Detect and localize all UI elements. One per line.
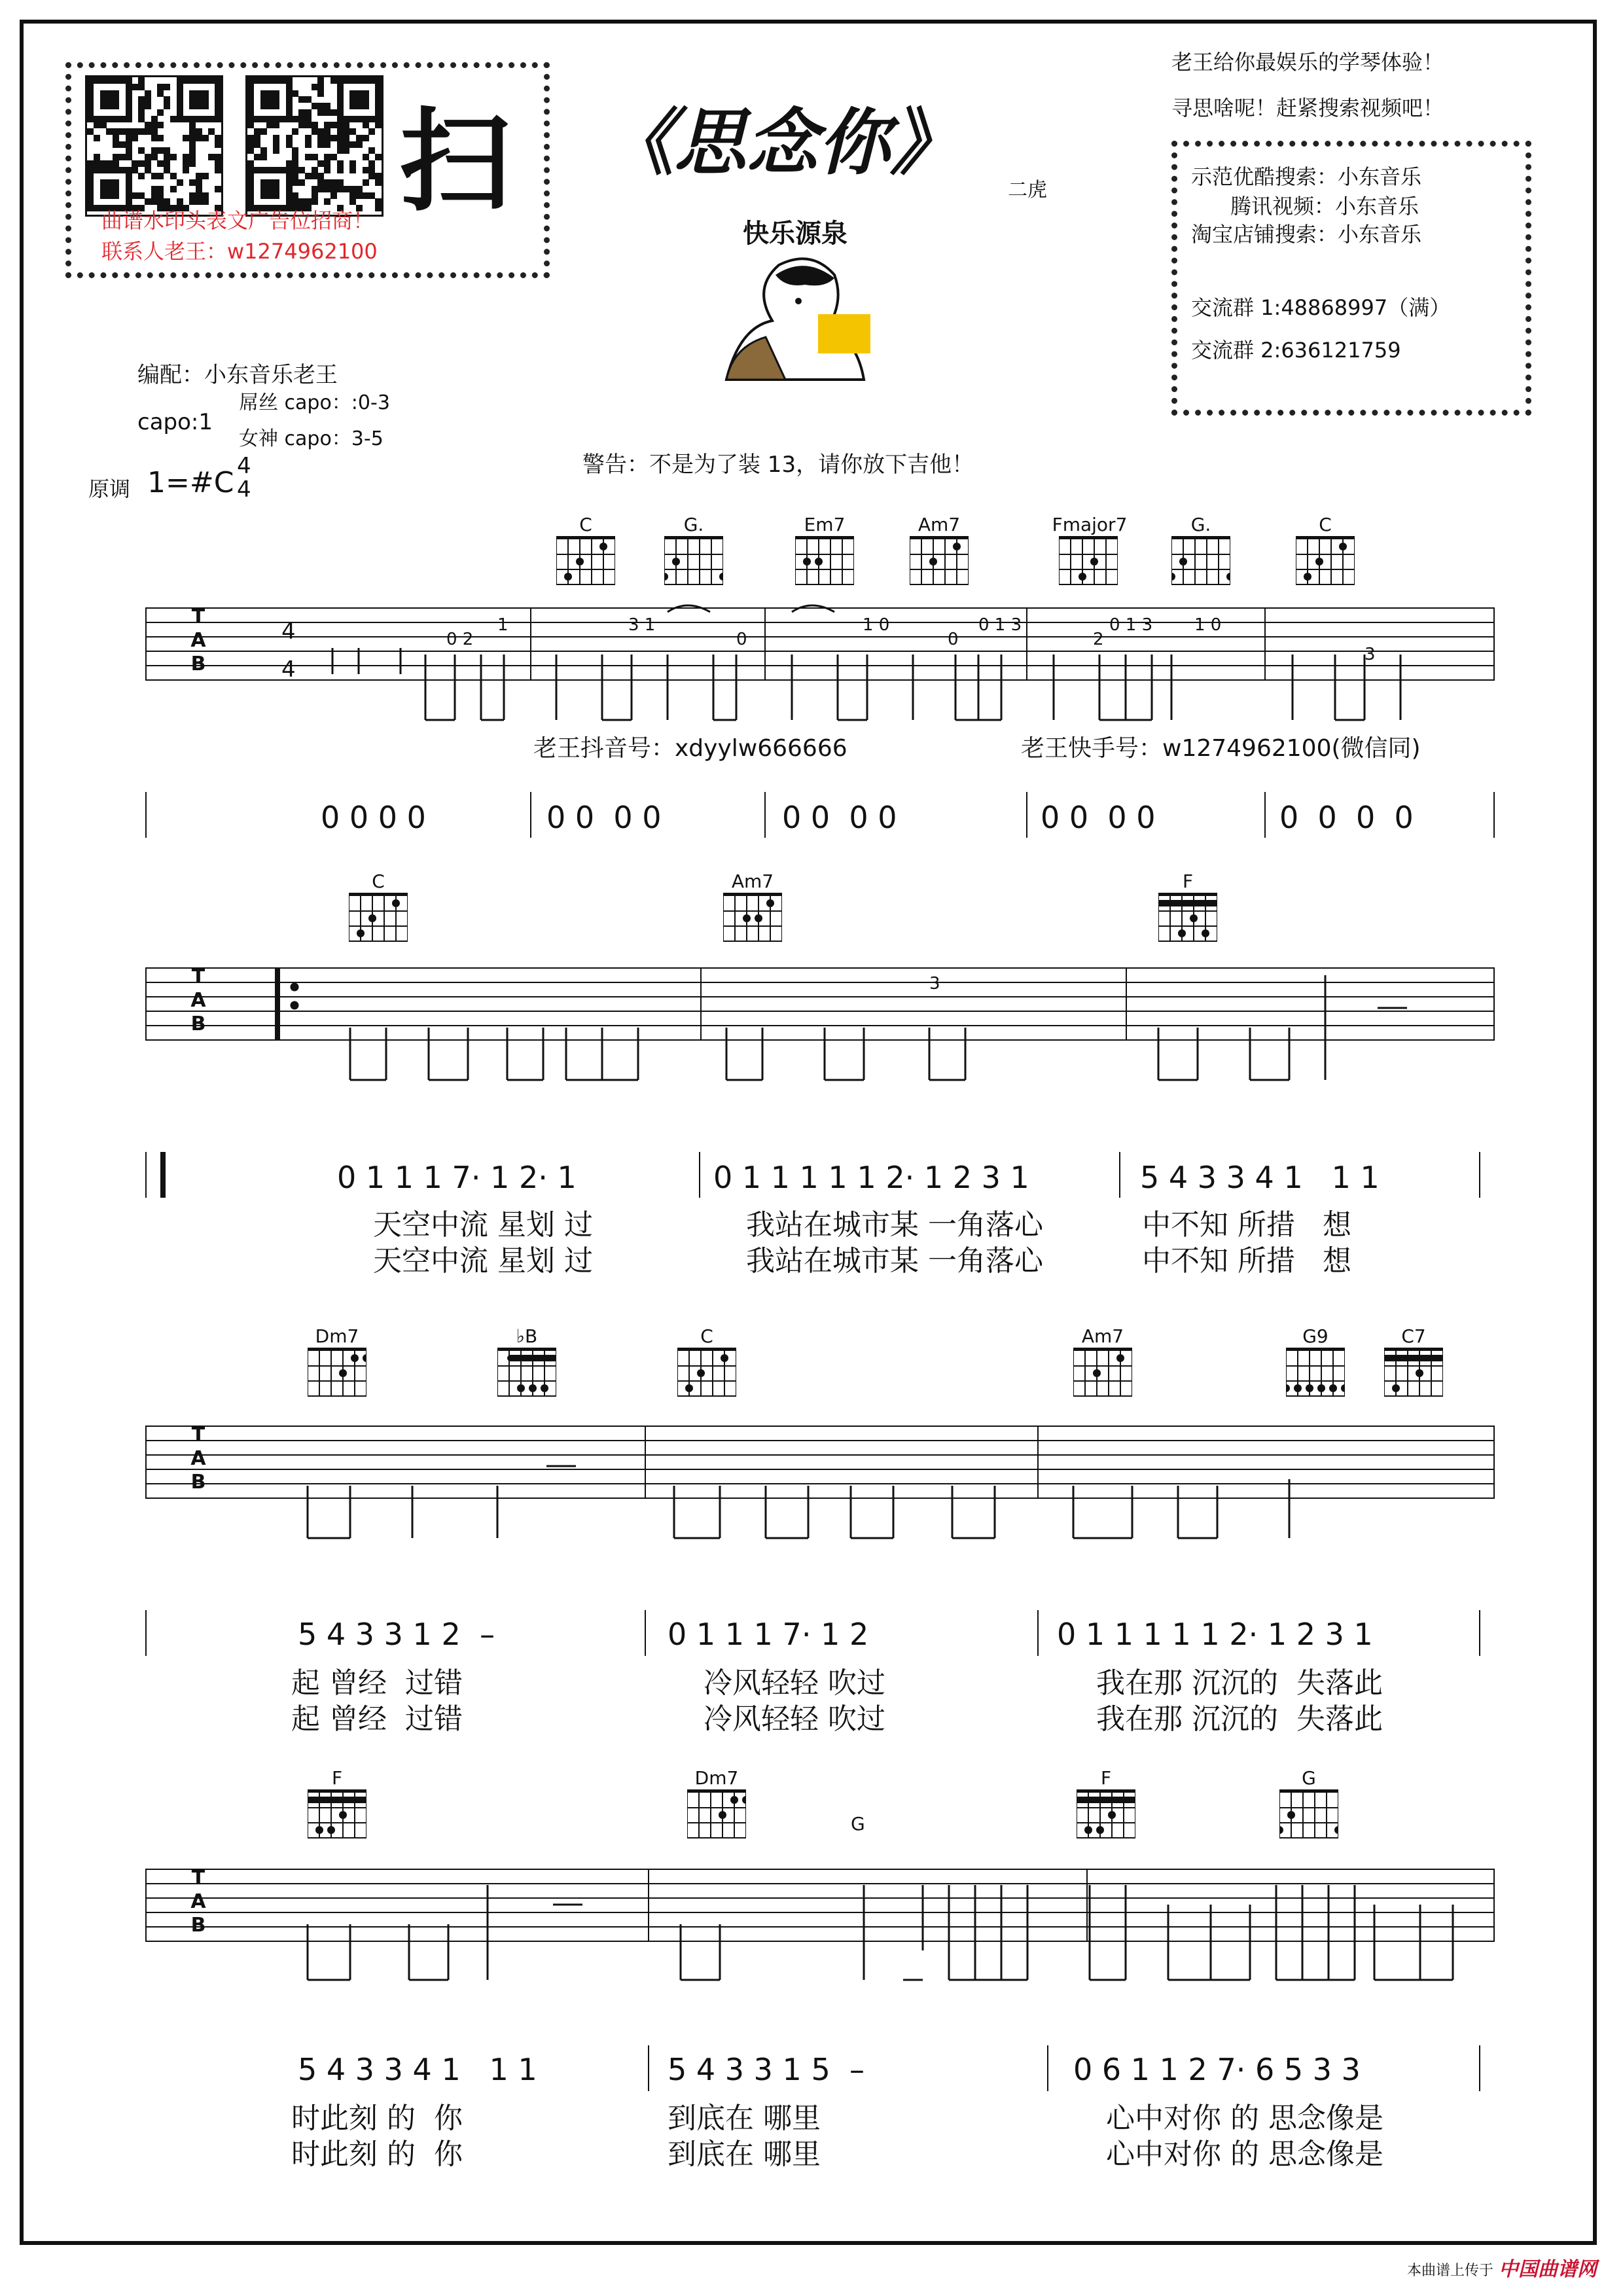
tab-fret: 3 (1364, 645, 1376, 664)
lyric-line: 冷风轻轻 吹过 (704, 1702, 885, 1736)
tab-fret: 2 (1093, 630, 1104, 649)
tab-fret: 0 (948, 630, 959, 649)
lyric-line: 到底在 哪里 (668, 2138, 821, 2171)
capo-female: 女神 capo：3-5 (239, 427, 383, 450)
tab-fret: 1 0 (863, 615, 890, 635)
chord-name: C (579, 514, 592, 535)
lyric-line: 天空中流 星划 过 (373, 1244, 593, 1278)
tab-fret: 1 (497, 615, 508, 635)
key: 1=#C (147, 466, 234, 499)
lyric-line: 起 曾经 过错 (291, 1702, 463, 1736)
lyric-line: 我站在城市某 一角落心 (746, 1244, 1043, 1278)
chord-name: Fmajor7 (1052, 514, 1128, 535)
promo-line-1: 曲谱水印头表文广告位招商！ (101, 208, 374, 233)
chord-name: G (851, 1813, 865, 1835)
jianpu-measure: 5 4 3 3 4 1 1 1 (1140, 1160, 1380, 1195)
jianpu-measure: 0 0 0 0 (1279, 800, 1414, 835)
tab-fret: 0 (736, 630, 747, 649)
chord-name: G. (683, 514, 704, 535)
song-title: 《思念你》 (602, 100, 962, 185)
chord-name: C (1319, 514, 1332, 535)
watermark-douyin: 老王抖音号：xdyylw666666 (533, 735, 847, 762)
jianpu-measure: 0 1 1 1 7· 1 2 (668, 1617, 869, 1652)
lyric-line: 冷风轻轻 吹过 (704, 1666, 885, 1700)
jianpu-measure: 0 6 1 1 2 7· 6 5 3 3 (1073, 2052, 1361, 2087)
chord-name: Em7 (804, 514, 846, 535)
group-1: 交流群 1:48868997（满） (1191, 295, 1451, 320)
upload-note: 本曲谱上传于 (1407, 2263, 1494, 2279)
jianpu-measure: 5 4 3 3 4 1 1 1 (298, 2052, 537, 2087)
tab-stems (0, 916, 1623, 1113)
time-sig-bottom: 4 (237, 476, 251, 503)
chord-name: C (372, 870, 385, 892)
lyric-line: 时此刻 的 你 (291, 2102, 463, 2135)
chord-name: C7 (1401, 1325, 1426, 1347)
time-sig-top: 4 (237, 453, 251, 479)
lyric-line: 到底在 哪里 (668, 2102, 821, 2135)
chord-name: C (700, 1325, 713, 1347)
chord-name: Am7 (1081, 1325, 1124, 1347)
capo: capo:1 (137, 409, 213, 435)
tab-fret: 0 1 3 (1109, 615, 1153, 635)
warning-text: 警告：不是为了装 13，请你放下吉他！ (582, 452, 974, 478)
tab-stems (0, 1820, 1623, 2016)
jianpu-measure: 0 0 0 0 (782, 800, 897, 835)
lyric-line: 我在那 沉沉的 失落此 (1096, 1702, 1383, 1736)
search-taobao: 淘宝店铺搜索：小东音乐 (1191, 222, 1422, 247)
jianpu-measure: 0 0 0 0 (321, 800, 426, 835)
chord-name: Am7 (918, 514, 961, 535)
lyric-line: 起 曾经 过错 (291, 1666, 463, 1700)
tab-fret: 3 (929, 974, 940, 994)
tagline-2: 寻思啥呢！赶紧搜索视频吧！ (1171, 96, 1444, 120)
time-sig: 4 (281, 619, 296, 645)
tab-fret: 0 1 3 (978, 615, 1022, 635)
tab-stems (0, 1374, 1623, 1571)
chord-name: G. (1190, 514, 1211, 535)
time-sig: 4 (281, 656, 296, 683)
tab-fret: 1 0 (1194, 615, 1222, 635)
lyric-line: 时此刻 的 你 (291, 2138, 463, 2171)
site-brand[interactable]: 中国曲谱网 (1499, 2258, 1597, 2281)
chord-name: G9 (1302, 1325, 1329, 1347)
scan-label: 扫 (399, 96, 511, 227)
promo-line-2: 联系人老王：w1274962100 (101, 239, 378, 264)
jianpu-measure: 5 4 3 3 1 5 – (668, 2052, 865, 2087)
jianpu-measure: 0 0 0 0 (1041, 800, 1156, 835)
chord-name: ♭B (516, 1325, 538, 1347)
jianpu-measure: 0 1 1 1 1 1 2· 1 2 3 1 (713, 1160, 1029, 1195)
lyric-line: 中不知 所措 想 (1142, 1208, 1351, 1242)
group-2: 交流群 2:636121759 (1191, 338, 1401, 363)
lyric-line: 天空中流 星划 过 (373, 1208, 593, 1242)
chord-name: F (331, 1767, 343, 1789)
chord-name: Am7 (731, 870, 774, 892)
chord-name: F (1100, 1767, 1112, 1789)
key-label: 原调 (88, 476, 131, 501)
chord-name: F (1182, 870, 1194, 892)
tab-stems (0, 0, 1623, 785)
lyric-line: 心中对你 的 思念像是 (1106, 2138, 1383, 2171)
lyric-line: 我站在城市某 一角落心 (746, 1208, 1043, 1242)
tab-fret: 0 2 (446, 630, 474, 649)
jianpu-measure: 0 1 1 1 7· 1 2· 1 (337, 1160, 577, 1195)
artist-name: 快乐源泉 (743, 219, 847, 249)
arranger: 编配：小东音乐老王 (137, 362, 338, 388)
search-tencent: 腾讯视频：小东音乐 (1230, 194, 1419, 219)
jianpu-measure: 0 1 1 1 1 1 2· 1 2 3 1 (1057, 1617, 1373, 1652)
author-signature: 二虎 (1008, 179, 1047, 202)
tagline-1: 老王给你最娱乐的学琴体验！ (1171, 50, 1444, 75)
tab-fret: 3 1 (628, 615, 656, 635)
lyric-line: 我在那 沉沉的 失落此 (1096, 1666, 1383, 1700)
search-youku: 示范优酷搜索：小东音乐 (1191, 164, 1422, 189)
chord-name: Dm7 (315, 1325, 359, 1347)
lyric-line: 中不知 所措 想 (1142, 1244, 1351, 1278)
jianpu-measure: 5 4 3 3 1 2 – (298, 1617, 495, 1652)
chord-name: G (1302, 1767, 1316, 1789)
watermark-kuaishou: 老王快手号：w1274962100(微信同) (1021, 735, 1421, 762)
capo-male: 屌丝 capo：:0-3 (239, 391, 390, 414)
lyric-line: 心中对你 的 思念像是 (1106, 2102, 1383, 2135)
chord-name: Dm7 (694, 1767, 739, 1789)
jianpu-measure: 0 0 0 0 (546, 800, 662, 835)
